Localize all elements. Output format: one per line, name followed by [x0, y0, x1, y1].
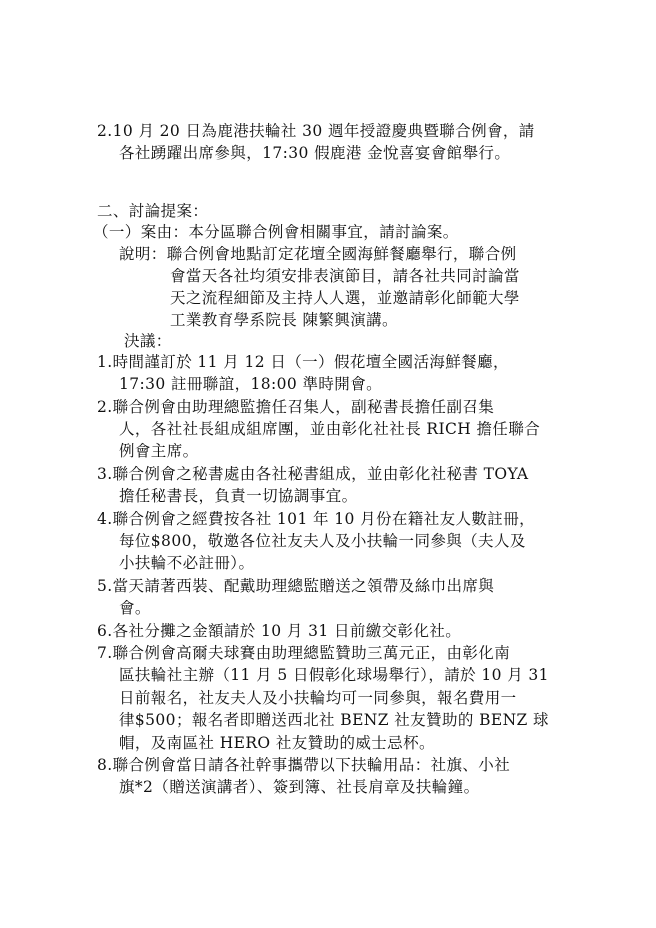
section-heading: 二、討論提案：	[97, 202, 209, 220]
explanation-line-4: 工業教育學系院長 陳繁興演講。	[170, 311, 398, 329]
resolution-label: 決議：	[124, 332, 172, 350]
resolution-2-line-1: 2.聯合例會由助理總監擔任召集人，副秘書長擔任副召集	[97, 398, 495, 416]
resolution-5-line-2: 會。	[119, 599, 151, 617]
resolution-6: 6.各社分攤之金額請於 10 月 31 日前繳交彰化社。	[97, 622, 462, 640]
case-statement: （一）案由：本分區聯合例會相關事宜，請討論案。	[93, 223, 459, 241]
resolution-8-line-1: 8.聯合例會當日請各社幹事攜帶以下扶輪用品：社旗、小社	[97, 756, 511, 774]
resolution-4-line-2: 每位$800，敬邀各位社友夫人及小扶輪一同參與（夫人及	[119, 532, 526, 550]
resolution-1-line-1: 1.時間謹訂於 11 月 12 日（一）假花壇全國活海鮮餐廳，	[97, 353, 509, 371]
resolution-3-line-1: 3.聯合例會之秘書處由各社秘書組成，並由彰化社秘書 TOYA	[97, 465, 529, 483]
resolution-7-line-5: 帽，及南區社 HERO 社友贊助的威士忌杯。	[119, 734, 435, 752]
resolution-7-line-3: 日前報名，社友夫人及小扶輪均可一同參與，報名費用一	[119, 689, 517, 707]
resolution-7-line-4: 律$500；報名者即贈送西北社 BENZ 社友贊助的 BENZ 球	[119, 711, 549, 729]
resolution-2-line-2: 人，各社社長組成組席團，並由彰化社社長 RICH 擔任聯合	[119, 420, 541, 438]
resolution-5-line-1: 5.當天請著西裝、配戴助理總監贈送之領帶及絲巾出席與	[97, 577, 495, 595]
explanation-line-1: 說明：聯合例會地點訂定花壇全國海鮮餐廳舉行，聯合例	[119, 245, 517, 263]
resolution-8-line-2: 旗*2（贈送演講者）、簽到簿、社長肩章及扶輪鐘。	[119, 778, 480, 796]
resolution-1-line-2: 17:30 註冊聯誼，18:00 準時開會。	[119, 375, 382, 393]
resolution-3-line-2: 擔任秘書長，負責一切協調事宜。	[119, 487, 358, 505]
resolution-2-line-3: 例會主席。	[119, 442, 199, 460]
resolution-7-line-1: 7.聯合例會高爾夫球賽由助理總監贊助三萬元正，由彰化南	[97, 644, 511, 662]
resolution-4-line-3: 小扶輪不必註冊）。	[119, 554, 255, 572]
resolution-7-line-2: 區扶輪社主辦（11 月 5 日假彰化球場舉行），請於 10 月 31	[119, 666, 549, 684]
explanation-line-2: 會當天各社均須安排表演節目，請各社共同討論當	[170, 267, 520, 285]
item-2-line-1: 2.10 月 20 日為鹿港扶輪社 30 週年授證慶典暨聯合例會，請	[97, 122, 535, 140]
explanation-line-3: 天之流程細節及主持人人選，並邀請彰化師範大學	[170, 289, 520, 307]
resolution-4-line-1: 4.聯合例會之經費按各社 101 年 10 月份在籍社友人數註冊，	[97, 510, 536, 528]
item-2-line-2: 各社踴躍出席參與，17:30 假鹿港 金悅喜宴會館舉行。	[119, 144, 511, 162]
